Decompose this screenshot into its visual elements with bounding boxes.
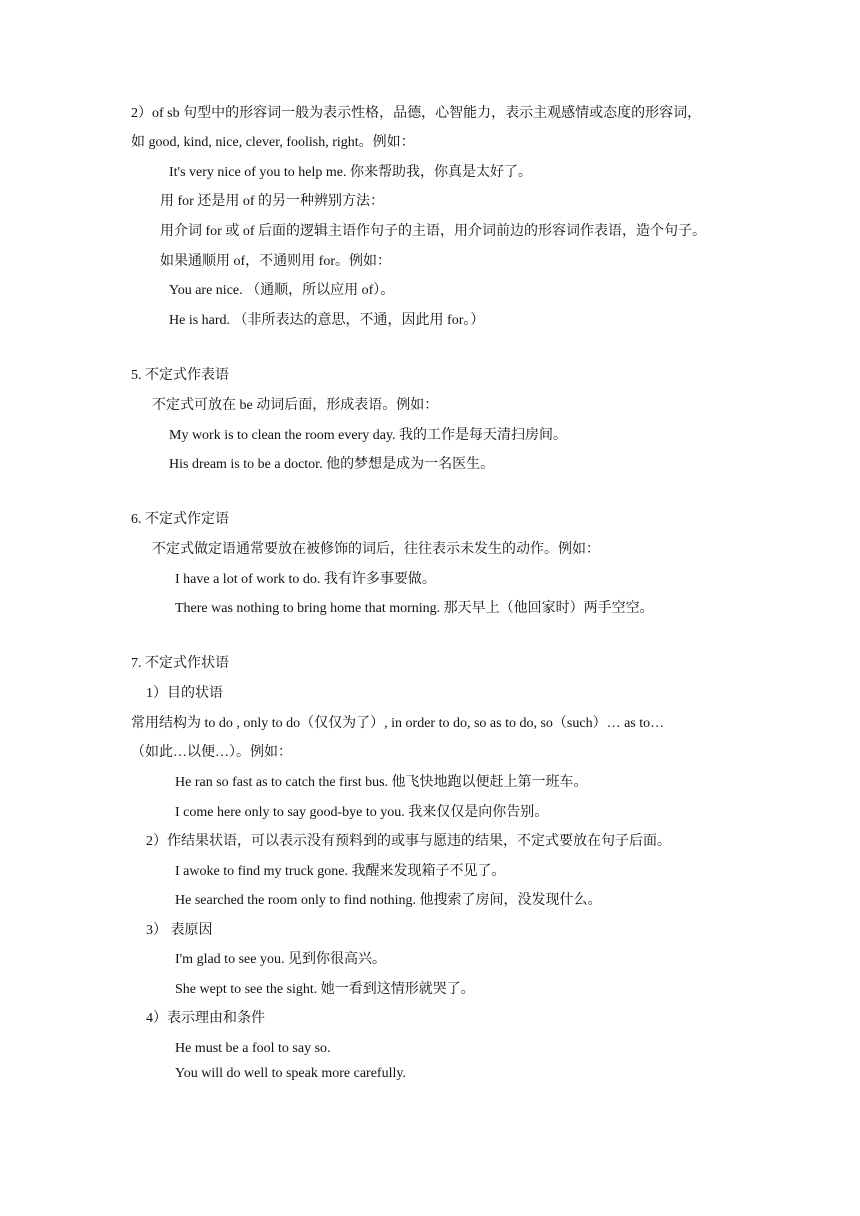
- paragraph-line: 用介词 for 或 of 后面的逻辑主语作句子的主语，用介词前边的形容词作表语，造个句子。: [160, 224, 706, 239]
- example-line: I come here only to say good-bye to you. 我来仅仅是向你告别。: [175, 805, 549, 820]
- section-heading: 6. 不定式作定语: [131, 512, 229, 527]
- paragraph-line: 不定式可放在 be 动词后面，形成表语。例如：: [152, 398, 439, 413]
- example-line: I have a lot of work to do. 我有许多事要做。: [175, 572, 436, 587]
- paragraph-line: 常用结构为 to do , only to do（仅仅为了）, in order to do, so as to do, so（such）… as to…: [131, 716, 665, 731]
- section-heading: 5. 不定式作表语: [131, 368, 229, 383]
- subsection-heading: 4）表示理由和条件: [146, 1011, 265, 1026]
- example-line: She wept to see the sight. 她一看到这情形就哭了。: [175, 982, 475, 997]
- example-line: I awoke to find my truck gone. 我醒来发现箱子不见了。: [175, 864, 506, 879]
- example-line: You will do well to speak more carefully.: [175, 1066, 406, 1081]
- example-line: He is hard. （非所表达的意思，不通，因此用 for。）: [169, 313, 485, 328]
- paragraph-line: 不定式做定语通常要放在被修饰的词后，往往表示未发生的动作。例如：: [152, 542, 600, 557]
- paragraph-line: （如此…以便…）。例如：: [131, 745, 292, 760]
- paragraph-line: 如果通顺用 of，不通则用 for。例如：: [160, 254, 391, 269]
- example-line: It's very nice of you to help me. 你来帮助我，你真是太好了。: [169, 165, 532, 180]
- example-line: My work is to clean the room every day. 我的工作是每天清扫房间。: [169, 428, 568, 443]
- example-line: I'm glad to see you. 见到你很高兴。: [175, 952, 386, 967]
- subsection-heading: 1）目的状语: [146, 686, 223, 701]
- example-line: He searched the room only to find nothing. 他搜索了房间，没发现什么。: [175, 893, 602, 908]
- example-line: You are nice. （通顺，所以应用 of）。: [169, 283, 395, 298]
- example-line: There was nothing to bring home that morning. 那天早上（他回家时）两手空空。: [175, 601, 654, 616]
- subsection-heading: 3） 表原因: [146, 923, 213, 938]
- section-heading: 7. 不定式作状语: [131, 656, 229, 671]
- subsection-heading: 2）作结果状语，可以表示没有预料到的或事与愿违的结果，不定式要放在句子后面。: [146, 834, 671, 849]
- paragraph-line: 2）of sb 句型中的形容词一般为表示性格，品德，心智能力，表示主观感情或态度的形容词，: [131, 106, 702, 121]
- paragraph-line: 如 good, kind, nice, clever, foolish, right。例如：: [131, 135, 415, 150]
- example-line: He ran so fast as to catch the first bus. 他飞快地跑以便赶上第一班车。: [175, 775, 588, 790]
- paragraph-line: 用 for 还是用 of 的另一种辨别方法：: [160, 194, 384, 209]
- example-line: He must be a fool to say so.: [175, 1041, 331, 1056]
- example-line: His dream is to be a doctor. 他的梦想是成为一名医生。: [169, 457, 495, 472]
